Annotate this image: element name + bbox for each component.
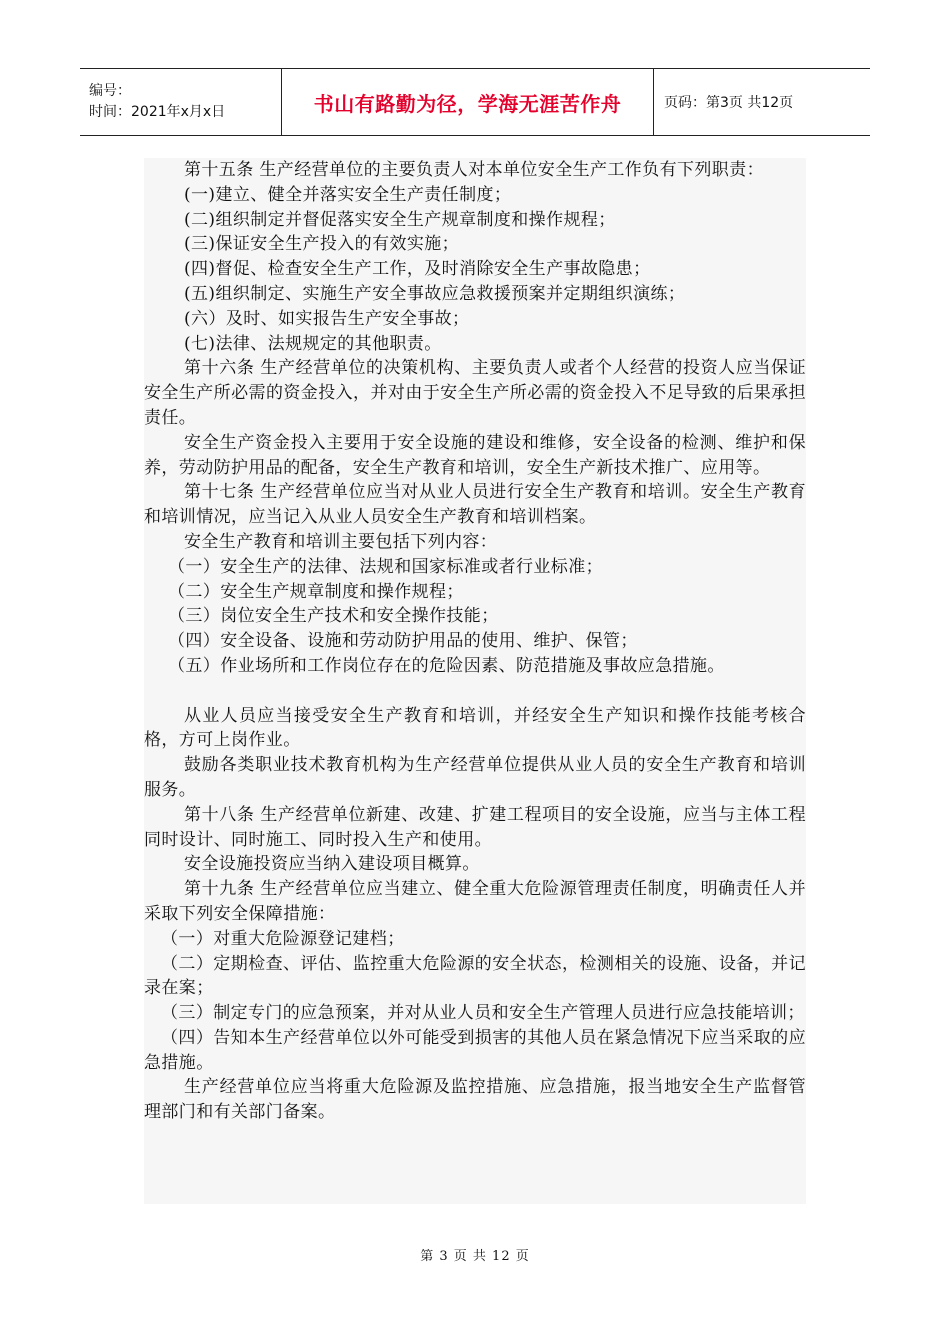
article-18: 第十八条 生产经营单位新建、改建、扩建工程项目的安全设施，应当与主体工程同时设计、同时施工、同时投入生产和使用。 xyxy=(144,804,806,850)
list-item: （二）安全生产规章制度和操作规程； xyxy=(168,581,464,602)
article-17: 第十七条 生产经营单位应当对从业人员进行安全生产教育和培训。安全生产教育和培训情况，应当记入从业人员安全生产教育和培训档案。 xyxy=(144,482,806,528)
document-body xyxy=(144,158,806,1204)
blank-line xyxy=(144,679,806,704)
article-15: 第十五条 生产经营单位的主要负责人对本单位安全生产工作负有下列职责： xyxy=(184,160,765,180)
paragraph: 鼓励各类职业技术教育机构为生产经营单位提供从业人员的安全生产教育和培训服务。 xyxy=(144,755,806,800)
list-item: （三）岗位安全生产技术和安全操作技能； xyxy=(168,606,499,627)
list-item: (一)建立、健全并落实安全生产责任制度； xyxy=(184,184,512,205)
article-16: 第十六条 生产经营单位的决策机构、主要负责人或者个人经营的投资人应当保证安全生产所必需的资金投入，并对由于安全生产所必需的资金投入不足导致的后果承担责任。 xyxy=(144,358,806,428)
list-item: (七)法律、法规规定的其他职责。 xyxy=(184,333,442,354)
page-footer: 第 3 页 共 12 页 xyxy=(420,1249,530,1264)
list-item: (五)组织制定、实施生产安全事故应急救援预案并定期组织演练； xyxy=(184,283,686,304)
list-item: （一）对重大危险源登记建档； xyxy=(161,928,405,949)
paragraph: 安全设施投资应当纳入建设项目概算。 xyxy=(184,854,480,875)
article-19: 第十九条 生产经营单位应当建立、健全重大危险源管理责任制度，明确责任人并采取下列安全保障措施： xyxy=(144,879,806,924)
number-label: 编号： xyxy=(89,83,131,99)
date-label: 时间：2021年x月x日 xyxy=(89,104,226,120)
header-page-info: 页码：第3页 共12页 xyxy=(664,95,794,111)
paragraph: 从业人员应当接受安全生产教育和培训，并经安全生产知识和操作技能考核合格，方可上岗作业。 xyxy=(144,705,806,751)
list-item: （二）定期检查、评估、监控重大危险源的安全状态，检测相关的设施、设备，并记录在案； xyxy=(144,953,806,999)
list-item: (六）及时、如实报告生产安全事故； xyxy=(184,308,470,329)
paragraph: 安全生产资金投入主要用于安全设施的建设和维修，安全设备的检测、维护和保养，劳动防护用品的配备，安全生产教育和培训，安全生产新技术推广、应用等。 xyxy=(144,432,806,478)
page-header xyxy=(80,68,870,136)
paragraph: 安全生产教育和培训主要包括下列内容： xyxy=(184,531,498,552)
list-item: (二)组织制定并督促落实安全生产规章制度和操作规程； xyxy=(184,209,616,230)
list-item: （一）安全生产的法律、法规和国家标准或者行业标准； xyxy=(168,556,603,577)
header-meta xyxy=(80,69,282,135)
list-item: （四）告知本生产经营单位以外可能受到损害的其他人员在紧急情况下应当采取的应急措施。 xyxy=(144,1027,806,1073)
paragraph: 生产经营单位应当将重大危险源及监控措施、应急措施，报当地安全生产监督管理部门和有关部门备案。 xyxy=(144,1077,806,1123)
list-item: （三）制定专门的应急预案，并对从业人员和安全生产管理人员进行应急技能培训； xyxy=(161,1003,805,1024)
list-item: （五）作业场所和工作岗位存在的危险因素、防范措施及事故应急措施。 xyxy=(168,655,725,676)
list-item: (四)督促、检查安全生产工作，及时消除安全生产事故隐患； xyxy=(184,259,651,280)
list-item: (三)保证安全生产投入的有效实施； xyxy=(184,234,460,255)
list-item: （四）安全设备、设施和劳动防护用品的使用、维护、保管； xyxy=(168,631,638,652)
header-motto: 书山有路勤为径，学海无涯苦作舟 xyxy=(282,69,654,135)
